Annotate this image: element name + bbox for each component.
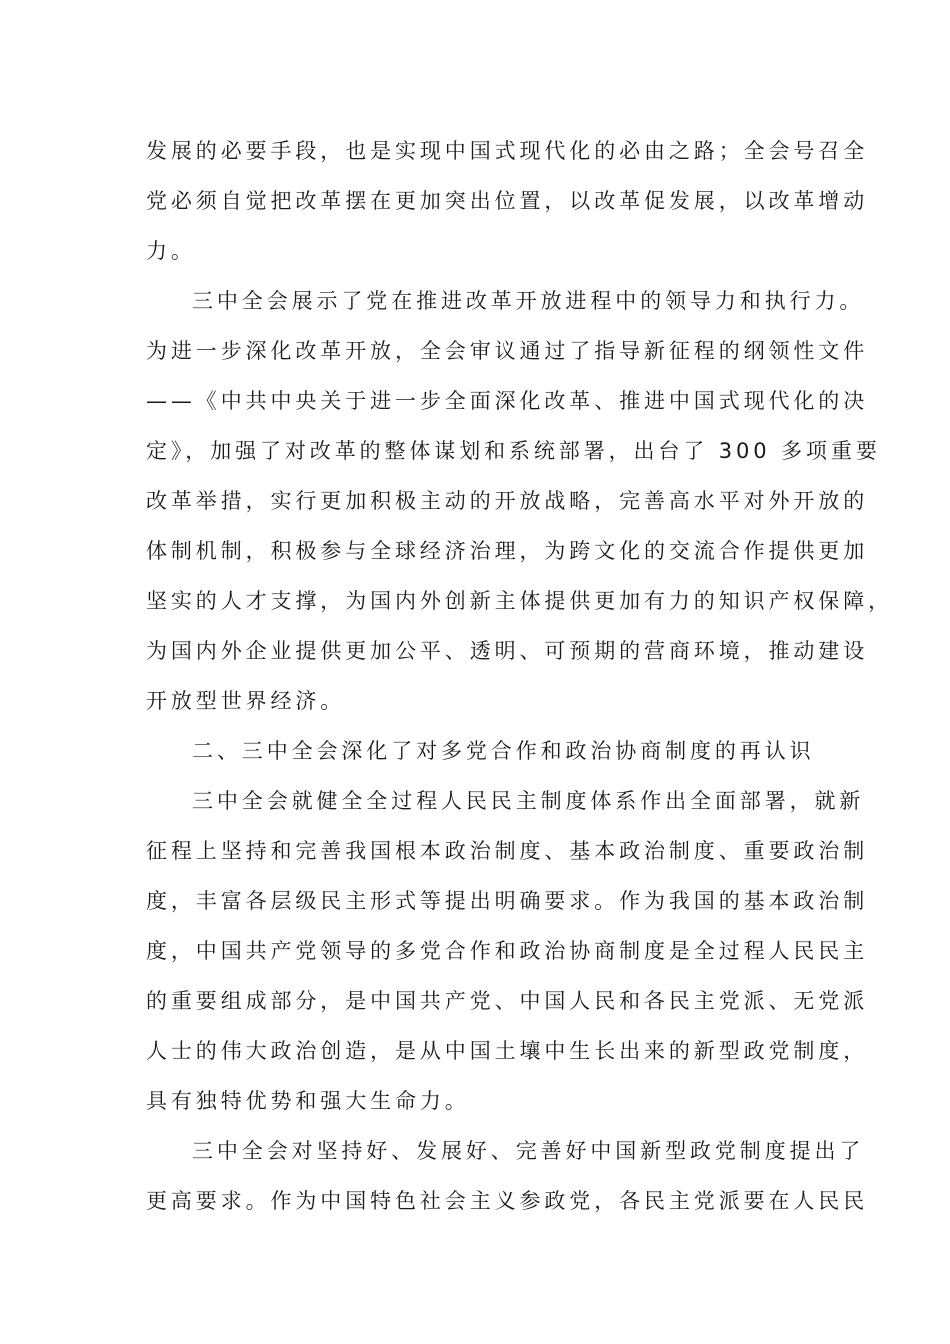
paragraph-first-line: 三中全会对坚持好、发展好、完善好中国新型政党制度提出了 <box>192 1139 865 1163</box>
text-line: 具有独特优势和强大生命力。 <box>146 1089 470 1113</box>
text-line: 开放型世界经济。 <box>146 689 346 713</box>
text-line: 为国内外企业提供更加公平、透明、可预期的营商环境，推动建设 <box>146 639 869 663</box>
text-line: ——《中共中央关于进一步全面深化改革、推进中国式现代化的决 <box>146 389 869 413</box>
paragraph-first-line: 三中全会就健全全过程人民民主制度体系作出全面部署，就新 <box>192 789 865 813</box>
text-line: 为进一步深化改革开放，全会审议通过了指导新征程的纲领性文件 <box>146 339 869 363</box>
text-line: 人士的伟大政治创造，是从中国土壤中生长出来的新型政党制度， <box>146 1039 869 1063</box>
text-line: 发展的必要手段，也是实现中国式现代化的必由之路；全会号召全 <box>146 139 869 163</box>
text-line: 坚实的人才支撑，为国内外创新主体提供更加有力的知识产权保障， <box>146 589 893 613</box>
paragraph-first-line: 三中全会展示了党在推进改革开放进程中的领导力和执行力。 <box>192 289 865 313</box>
text-line: 体制机制，积极参与全球经济治理，为跨文化的交流合作提供更加 <box>146 539 869 563</box>
text-line: 度，丰富各层级民主形式等提出明确要求。作为我国的基本政治制 <box>146 889 869 913</box>
section-heading: 二、三中全会深化了对多党合作和政治协商制度的再认识 <box>192 739 815 763</box>
text-line: 更高要求。作为中国特色社会主义参政党，各民主党派要在人民民 <box>146 1189 869 1213</box>
text-line: 度，中国共产党领导的多党合作和政治协商制度是全过程人民民主 <box>146 939 869 963</box>
text-line: 的重要组成部分，是中国共产党、中国人民和各民主党派、无党派 <box>146 989 869 1013</box>
text-line: 征程上坚持和完善我国根本政治制度、基本政治制度、重要政治制 <box>146 839 869 863</box>
text-line: 党必须自觉把改革摆在更加突出位置，以改革促发展，以改革增动 <box>146 189 869 213</box>
text-line: 改革举措，实行更加积极主动的开放战略，完善高水平对外开放的 <box>146 489 869 513</box>
text-line: 力。 <box>146 239 196 263</box>
text-line: 定》，加强了对改革的整体谋划和系统部署，出台了 300 多项重要 <box>146 439 881 463</box>
